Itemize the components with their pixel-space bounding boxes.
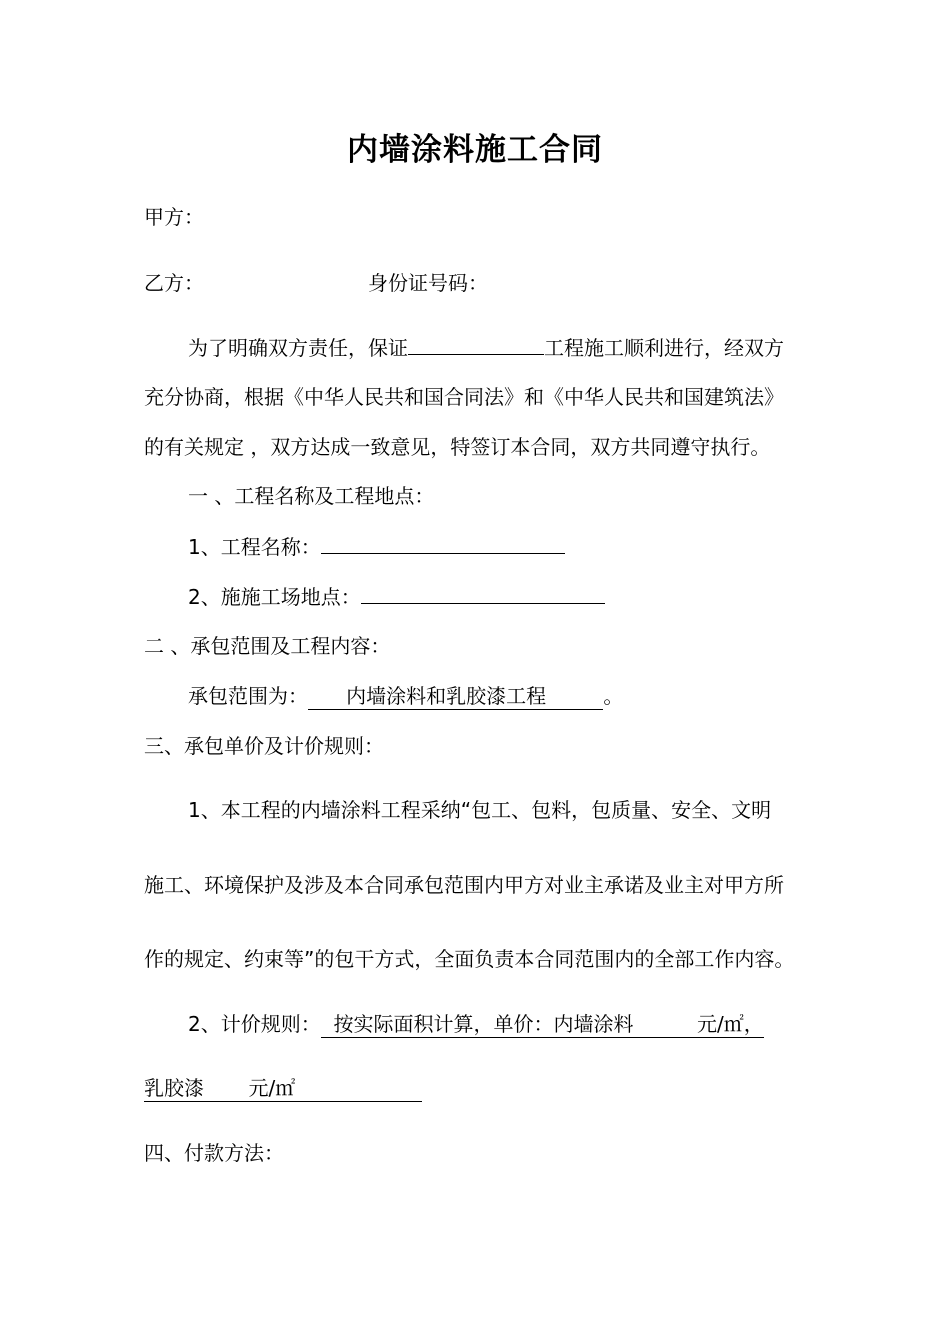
intro-line-2: 充分协商，根据《中华人民共和国合同法》和《中华人民共和国建筑法》 xyxy=(144,385,784,409)
party-a-label: 甲方： xyxy=(144,205,204,229)
scope-value: 内墙涂料和乳胶漆工程 xyxy=(308,684,604,708)
intro-line-3: 的有关规定 ，双方达成一致意见，特签订本合同，双方共同遵守执行。 xyxy=(144,435,771,459)
party-b-label: 乙方： xyxy=(144,271,204,295)
section-3-heading: 三、承包单价及计价规则： xyxy=(144,734,384,758)
section-1-item-2 xyxy=(188,581,605,612)
section-3-item-1-line-2: 施工、环境保护及涉及本合同承包范围内甲方对业主承诺及业主对甲方所 xyxy=(144,873,784,897)
section-1-heading: 一 、工程名称及工程地点： xyxy=(188,484,435,508)
intro-line-1-after: 工程施工顺利进行，经双方 xyxy=(544,336,784,360)
intro-line-1 xyxy=(188,332,784,363)
scope-end: 。 xyxy=(603,684,624,708)
section-2-scope xyxy=(188,681,623,711)
scope-label: 承包范围为： xyxy=(188,684,308,708)
project-name-label: 1、工程名称： xyxy=(188,535,321,559)
section-3-item-2 xyxy=(188,1009,764,1039)
pricing-rule-label: 2、计价规则： xyxy=(188,1012,321,1036)
section-4-heading: 四、付款方法： xyxy=(144,1141,284,1165)
section-3-item-2-line-2 xyxy=(144,1073,422,1103)
section-1-item-1 xyxy=(188,531,565,562)
section-2-heading: 二 、承包范围及工程内容： xyxy=(144,634,391,658)
section-3-item-1-line-3: 作的规定、约束等”的包干方式，全面负责本合同范围内的全部工作内容。 xyxy=(144,947,795,971)
pricing-rule-value: 按实际面积计算，单价：内墙涂料 元/㎡， xyxy=(320,1012,764,1036)
intro-line-1-before: 为了明确双方责任，保证 xyxy=(188,336,408,360)
section-3-item-1-line-1: 1、本工程的内墙涂料工程采纳“包工、包料，包质量、安全、文明 xyxy=(188,798,772,822)
id-number-label: 身份证号码： xyxy=(368,271,488,295)
site-location-label: 2、施施工场地点： xyxy=(188,585,361,609)
document-title: 内墙涂料施工合同 xyxy=(347,132,603,168)
project-name-field xyxy=(321,531,565,554)
site-location-field xyxy=(361,581,605,604)
latex-paint-price: 乳胶漆 元/㎡ xyxy=(144,1076,423,1100)
project-name-blank xyxy=(408,332,544,355)
